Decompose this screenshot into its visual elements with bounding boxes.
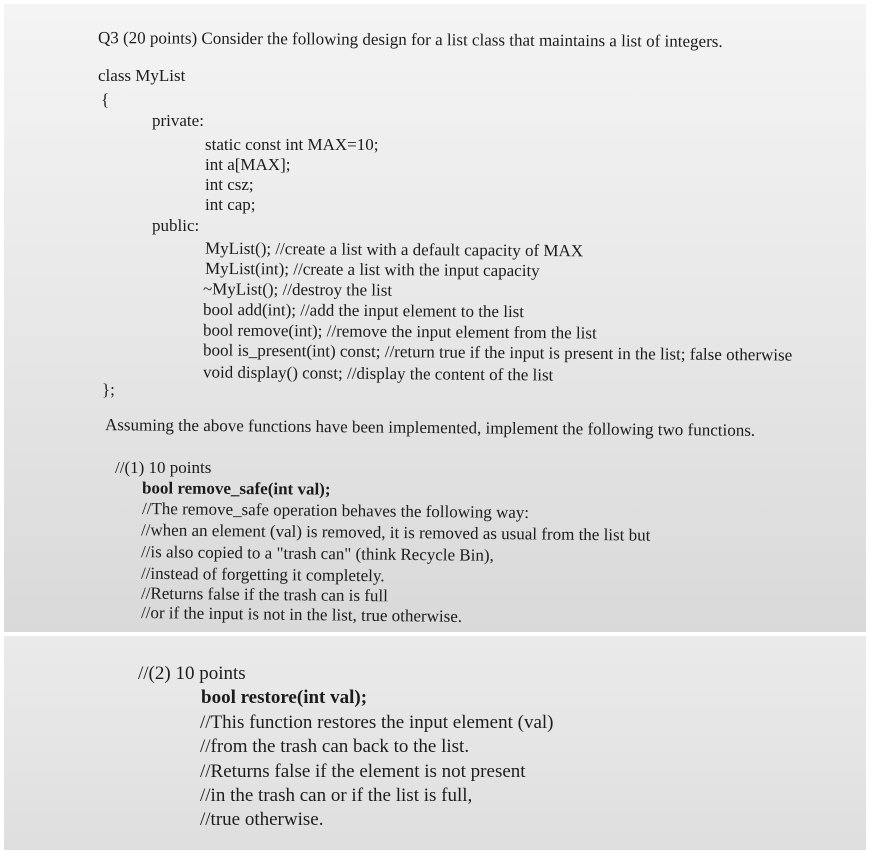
part2-comment: //This function restores the input element (val) bbox=[200, 712, 554, 733]
public-member: MyList(int); //create a list with the input capacity bbox=[204, 258, 540, 281]
public-member: void display() const; //display the content of the list bbox=[202, 362, 554, 385]
part1-comment: //when an element (val) is removed, it is removed as usual from the list but bbox=[140, 520, 651, 545]
part2-comment: //from the trash can back to the list. bbox=[200, 736, 470, 757]
part2-comment: //in the trash can or if the list is full, bbox=[200, 785, 473, 806]
question-header: Q3 (20 points) Consider the following design for a list class that maintains a list of integers. bbox=[97, 28, 723, 51]
part1-comment: //instead of forgetting it completely. bbox=[140, 563, 385, 586]
public-member: MyList(); //create a list with a default capacity of MAX bbox=[204, 238, 584, 261]
close-brace: }; bbox=[102, 380, 115, 399]
part1-comment: //or if the input is not in the list, true otherwise. bbox=[140, 603, 463, 626]
part2-label: //(2) 10 points bbox=[138, 663, 246, 684]
open-brace: { bbox=[101, 90, 110, 109]
private-label: private: bbox=[152, 111, 204, 130]
private-member: int csz; bbox=[205, 175, 254, 194]
part2-signature: bool restore(int val); bbox=[201, 687, 368, 708]
part1-signature: bool remove_safe(int val); bbox=[141, 478, 331, 499]
photo-lower bbox=[4, 636, 866, 850]
public-member: ~MyList(); //destroy the list bbox=[202, 279, 393, 300]
private-member: int a[MAX]; bbox=[205, 155, 291, 174]
part1-comment: //Returns false if the trash can is full bbox=[140, 583, 389, 606]
public-label: public: bbox=[152, 216, 200, 235]
part1-comment: //The remove_safe operation behaves the following way: bbox=[141, 498, 530, 523]
public-member: bool add(int); //add the input element to the list bbox=[202, 299, 525, 322]
public-member: bool remove(int); //remove the input element from the list bbox=[202, 320, 597, 343]
public-member: bool is_present(int) const; //return true if the input is present in the list; false otherwise bbox=[202, 340, 793, 365]
private-member: static const int MAX=10; bbox=[205, 135, 379, 154]
class-declaration: class MyList bbox=[98, 66, 186, 85]
part1-comment: //is also copied to a "trash can" (think Recycle Bin), bbox=[140, 542, 494, 565]
photo-upper bbox=[4, 4, 866, 632]
part1-label: //(1) 10 points bbox=[115, 458, 212, 477]
private-member: int cap; bbox=[205, 195, 256, 214]
instruction-text: Assuming the above functions have been implemented, implement the following two functions. bbox=[104, 415, 756, 440]
part2-comment: //Returns false if the element is not present bbox=[200, 761, 526, 782]
part2-comment: //true otherwise. bbox=[200, 809, 324, 830]
